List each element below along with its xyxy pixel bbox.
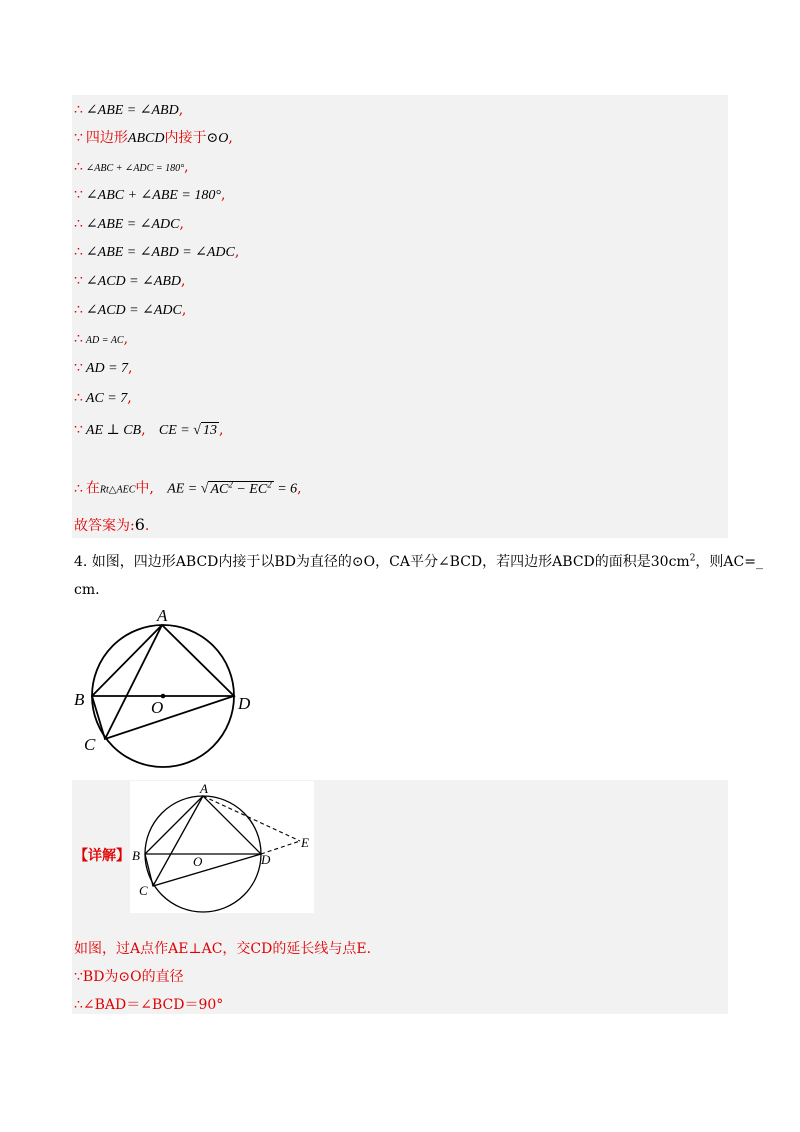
solution-step: ∵ 四边形ABCD内接于⊙O, — [74, 130, 233, 146]
solution-line-2: ∵BD为⊙O的直径 — [74, 969, 184, 985]
solution-step: ∵ AD = 7, — [74, 360, 133, 376]
solution-step: ∴ ∠ACD = ∠ADC, — [74, 302, 187, 318]
detail-label: 【详解】 — [74, 848, 130, 864]
label-c: C — [84, 735, 96, 754]
figure-circle-quadrilateral — [70, 600, 270, 780]
question-text-cont: cm. — [74, 582, 100, 598]
solution-step: ∴ AD = AC, — [74, 331, 129, 347]
solution-step: ∴ AC = 7, — [74, 390, 132, 406]
label-o: O — [193, 854, 203, 869]
answer-line: 故答案为:6. — [74, 515, 150, 534]
figure-solution-diagram — [130, 781, 314, 913]
label-o: O — [151, 698, 164, 717]
solution-step: ∴ ∠ABE = ∠ADC, — [74, 216, 184, 232]
step-rt: ∴ 在Rt△AEC中, AE = √ $AC^2 - EC^2 = 6$, — [74, 479, 302, 497]
label-b: B — [132, 848, 140, 863]
solution-step: ∴ ∠ABE = ∠ABD = ∠ADC, — [74, 244, 240, 260]
step-perp: ∵ AE ⊥ CB, CE = √ 13 , — [74, 422, 224, 438]
solution-step: ∵ ∠ABC + ∠ABE = 180°, — [74, 187, 226, 203]
label-a: A — [157, 606, 168, 625]
label-b: B — [74, 690, 85, 709]
question-text: 4. 如图，四边形ABCD内接于以BD为直径的⊙O，CA平分∠BCD，若四边形ABCD的面积是$30cm^2$，则AC=_ — [74, 553, 763, 570]
solution-step: ∵ ∠ACD = ∠ABD, — [74, 273, 186, 289]
diagonal-ac — [105, 625, 162, 739]
label-d: D — [261, 852, 271, 867]
solution-step: ∴ ∠ABC + ∠ADC = 180°, — [74, 159, 189, 175]
label-e: E — [301, 835, 309, 850]
solution-step: ∴ ∠ABE = ∠ABD, — [74, 102, 184, 118]
label-c: C — [139, 883, 148, 898]
solution-line-3: ∴∠BAD＝∠BCD＝90° — [74, 997, 224, 1013]
solution-line-1: 如图，过A点作AE⊥AC，交CD的延长线与点E. — [74, 941, 372, 957]
label-d: D — [238, 694, 251, 713]
label-a: A — [200, 781, 208, 796]
